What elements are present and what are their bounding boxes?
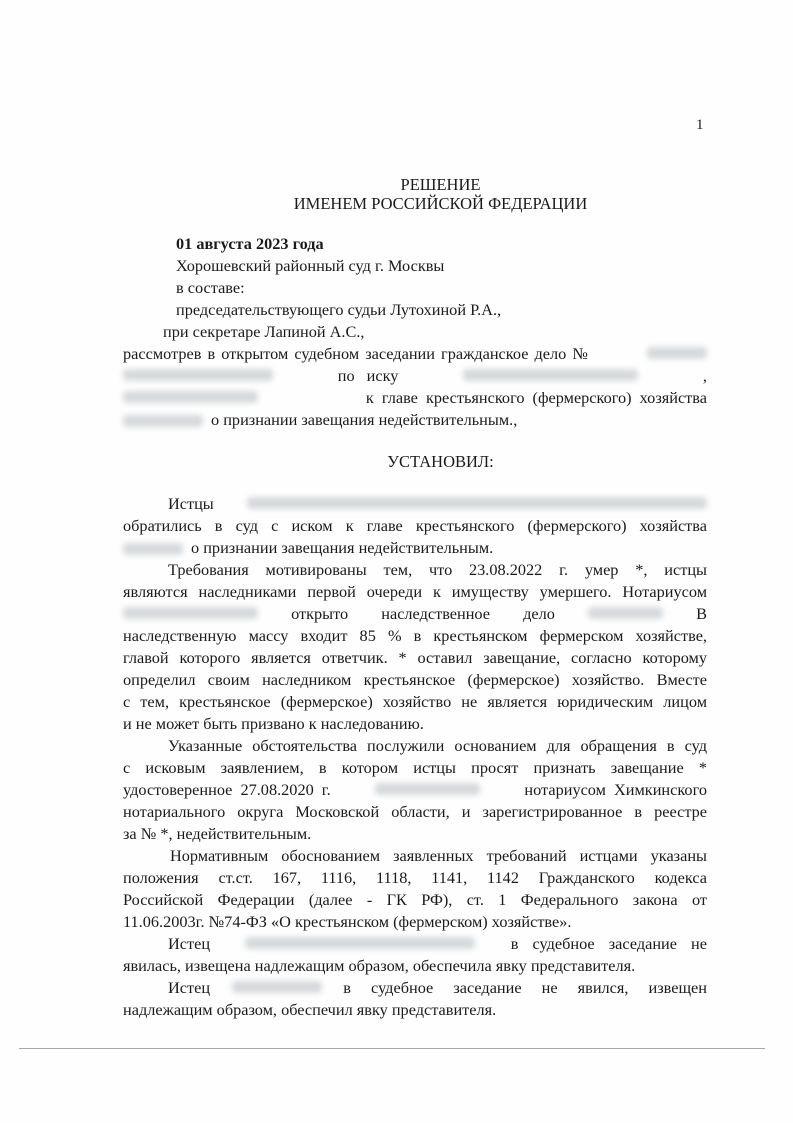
redacted-plaintiff-name-2 [232, 981, 322, 993]
p3-line-2: с исковым заявлением, в котором истцы просят признать завещание * [123, 758, 707, 777]
p3-line-5: за № *, недействительным. [123, 824, 312, 843]
p1-line-2: обратились в суд с иском к главе крестьянского (фермерского) хозяйства [123, 516, 707, 535]
court-name: Хорошевский районный суд г. Москвы [176, 256, 445, 275]
p3-line-1: Указанные обстоятельства послужили основанием для обращения в суд [168, 736, 707, 755]
hearing-text: в судебное заседание не [510, 934, 707, 953]
decision-date: 01 августа 2023 года [176, 234, 324, 253]
court-secretary: при секретаре Лапиной А.С., [163, 322, 365, 341]
p1-line-1 [168, 494, 707, 514]
redacted-plaintiffs [123, 391, 258, 403]
p3-line-3 [123, 780, 707, 800]
p6-line-2: надлежащим образом, обеспечил явку представителя. [123, 1000, 497, 1019]
case-text: рассмотрев в открытом судебном заседании гражданское дело № [123, 344, 588, 363]
p2-line-2: являются наследниками первой очереди к имуществу умершего. Нотариусом [123, 582, 707, 601]
case-line-3 [123, 388, 707, 408]
p2-line-8: и не может быть призвано к наследованию. [123, 714, 424, 733]
p6-line-1 [168, 978, 707, 998]
p4-line-4: 11.06.2003г. №74-ФЗ «О крестьянском (фермерском) хозяйстве». [123, 912, 572, 931]
case-text-2: дело [523, 604, 555, 623]
p4-line-2: положения ст.ст. 167, 1116, 1118, 1141, 1142 Гражданского кодекса [123, 868, 707, 887]
inheritance-text: наследственное [381, 604, 491, 623]
comma: , [702, 366, 707, 385]
p5-line-1 [168, 934, 707, 954]
p2-line-7: с тем, крестьянское (фермерское) хозяйство не является юридическим лицом [123, 692, 707, 711]
hearing-text-2: в судебное заседание не явился, извещен [343, 978, 707, 997]
notary-text: нотариусом Химкинского [524, 780, 707, 799]
opened-text: открыто [291, 604, 349, 623]
document-title: РЕШЕНИЕ [400, 175, 481, 194]
in-text: В [696, 604, 707, 623]
p2-line-3 [123, 604, 707, 624]
page-divider [19, 1048, 765, 1049]
p4-line-1: Нормативным обоснованием заявленных требований истцами указаны [170, 846, 707, 865]
page-number: 1 [696, 117, 704, 133]
p3-line-4: нотариального округа Московской области, и зарегистрированное в реестре [123, 802, 707, 821]
certified-text: удостоверенное 27.08.2020 г. [123, 780, 331, 799]
p5-line-2: явилась, извещена надлежащим образом, обеспечила явку представителя. [123, 956, 636, 975]
defendant-text: к главе крестьянского (фермерского) хозяйства [365, 388, 707, 407]
p2-line-5: главой которого является ответчик. * оставил завещание, согласно которому [123, 648, 707, 667]
case-line-2 [123, 366, 707, 386]
redacted-plaintiffs-names [247, 497, 707, 509]
redacted-defendant [123, 415, 203, 427]
plaintiff-label-2: Истец [168, 978, 211, 997]
redacted-notary [123, 607, 258, 619]
claim-by-text: по иску [337, 366, 399, 385]
section-heading: УСТАНОВИЛ: [387, 452, 494, 471]
p2-line-1: Требования мотивированы тем, что 23.08.2022 г. умер *, истцы [168, 560, 707, 579]
plaintiff-label: Истец [168, 934, 211, 953]
subject-text: о признании завещания недействительным., [211, 410, 518, 429]
presiding-judge: председательствующего судьи Лутохиной Р.А., [176, 300, 502, 319]
redacted-defendant-2 [123, 543, 183, 555]
p1-text: о признании завещания недействительным. [191, 538, 494, 557]
redacted-notary-2 [375, 783, 480, 795]
composition-label: в составе: [176, 278, 245, 297]
p2-line-4: наследственную массу входит 85 % в крестьянском фермерском хозяйстве, [123, 626, 707, 645]
redacted-plaintiff-name [245, 937, 475, 949]
redacted-plaintiff [463, 369, 638, 381]
document-subtitle: ИМЕНЕМ РОССИЙСКОЙ ФЕДЕРАЦИИ [293, 194, 588, 213]
case-line-1 [123, 344, 707, 364]
p2-line-6: определил своим наследником крестьянское (фермерское) хозяйство. Вместе [123, 670, 707, 689]
redacted-inheritance-case [588, 607, 663, 619]
redacted-case-number [647, 347, 707, 359]
case-line-4 [123, 410, 517, 430]
redacted-case-id [123, 369, 273, 381]
p4-line-3: Российской Федерации (далее - ГК РФ), ст. 1 Федерального закона от [123, 890, 707, 909]
plaintiffs-label: Истцы [168, 494, 214, 513]
p1-line-3 [123, 538, 493, 558]
